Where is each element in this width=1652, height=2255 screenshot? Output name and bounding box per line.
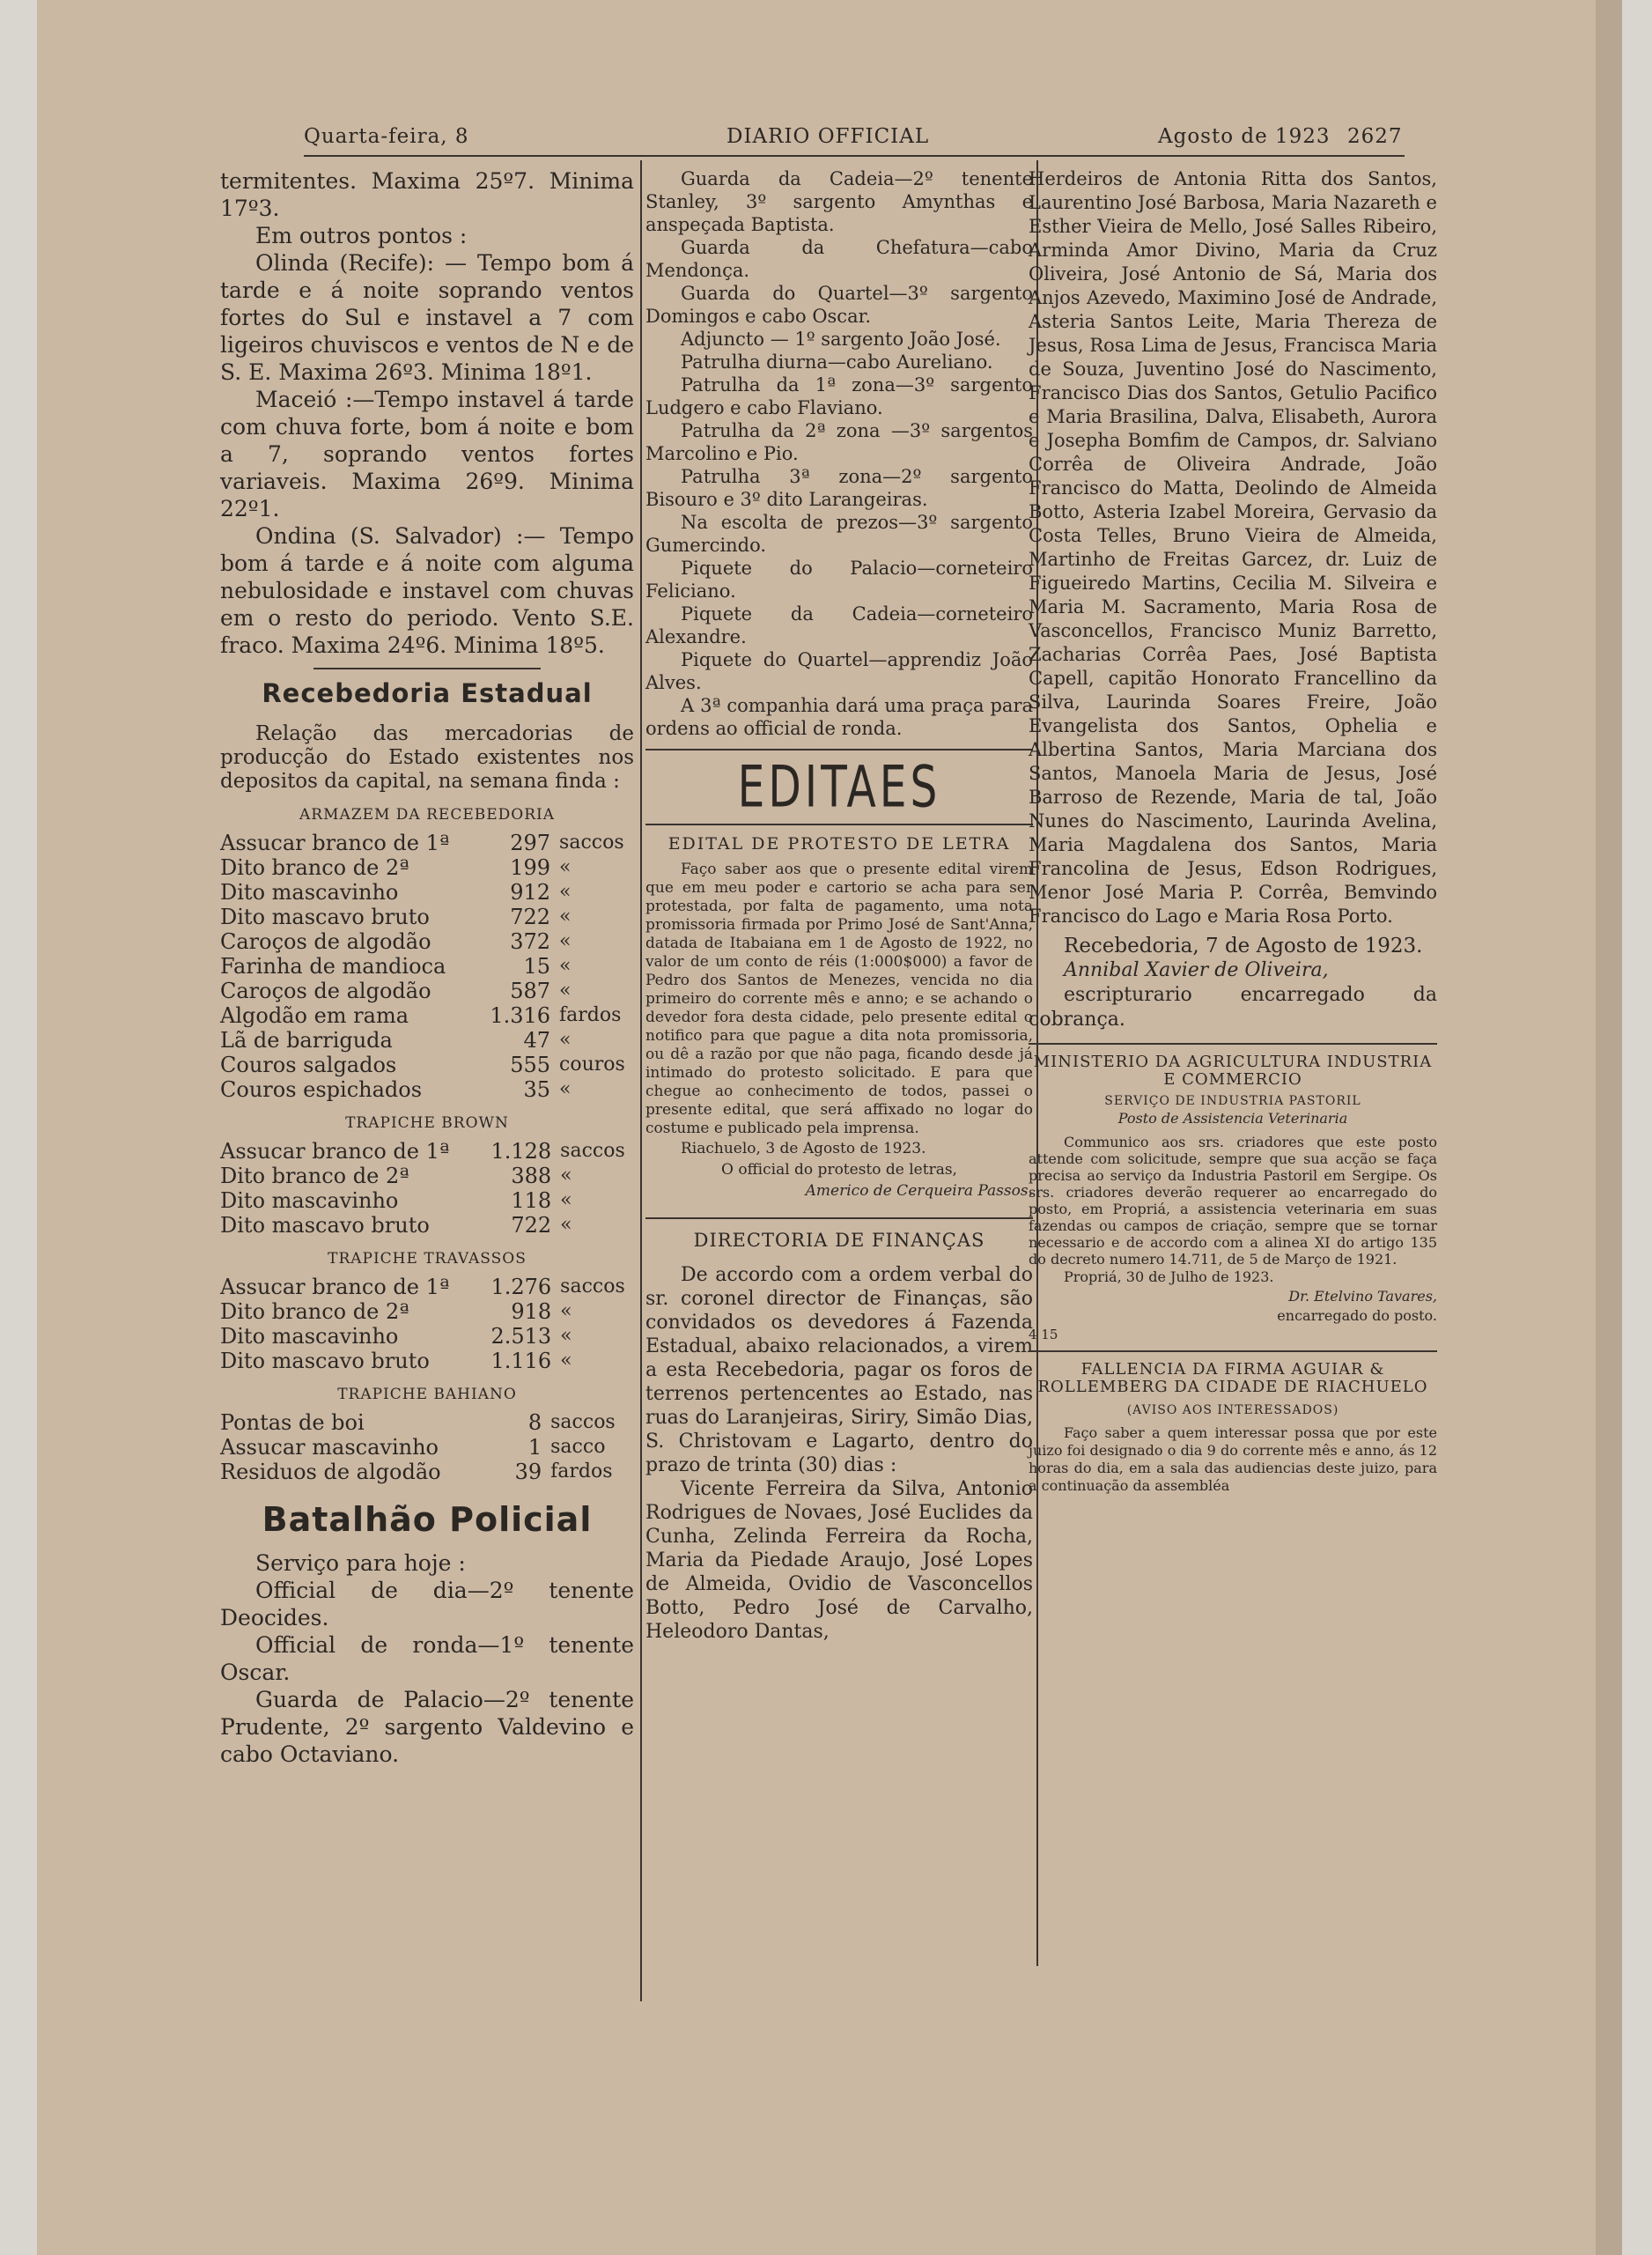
fallencia-title: FALLENCIA DA FIRMA AGUIAR & ROLLEMBERG DA CIDADE DE RIACHUELO xyxy=(1037,1360,1428,1396)
goods-qty: 118 xyxy=(511,1188,552,1213)
goods-row xyxy=(220,1053,634,1077)
brown-title: TRAPICHE BROWN xyxy=(345,1114,509,1132)
goods-name: Dito branco de 2ª xyxy=(220,1164,409,1188)
goods-row xyxy=(220,831,634,855)
weather-maceio: Maceió :—Tempo instavel á tarde com chuva forte, bom á noite e bom a 7, soprando ventos fortes variaveis. Maxima 26º9. Minima 22º1. xyxy=(220,387,634,521)
editaes-title: EDITAES xyxy=(737,753,941,821)
patrulha-1: Patrulha da 1ª zona—3º sargento Ludgero e cabo Flaviano. xyxy=(645,374,1033,418)
divider xyxy=(645,824,1033,825)
official-dia: Official de dia—2º tenente Deocides. xyxy=(220,1578,634,1630)
bahiano-table xyxy=(220,1410,634,1484)
goods-unit: saccos xyxy=(550,1411,616,1433)
goods-name: Assucar branco de 1ª xyxy=(220,1139,450,1164)
column-2 xyxy=(645,167,1033,1644)
recebedoria-date: Recebedoria, 7 de Agosto de 1923. xyxy=(1064,935,1423,957)
posto-title: Posto de Assistencia Veterinaria xyxy=(1117,1110,1348,1127)
patrulha-diurna: Patrulha diurna—cabo Aureliano. xyxy=(681,351,993,373)
goods-unit: « xyxy=(559,1029,572,1051)
debtor-names: Herdeiros de Antonia Ritta dos Santos, Laurentino José Barbosa, Maria Nazareth e Esther Vieira de Mello, José Salles Ribeiro, Arminda Amor Divino, Maria da Cruz Oliveira, José Antonio de Sá, Maria dos Anjos Azevedo, Maximino José de Andrade, Asteria Santos Leite, Maria Thereza de Jesus, Rosa Lima de Jesus, Francisca Maria de Souza, Juventino José do Nascimento, Francisco Dias dos Santos, Getulio Pacifico e Maria Brasilina, Dalva, Elisabeth, Aurora e Josepha Bomfim de Campos, dr. Salviano Corrêa de Oliveira Andrade, João Francisco do Matta, Deolindo de Almeida Botto, Asteria Izabel Moreira, Gervasio da Costa Telles, Bruno Vieira de Almeida, Martinho de Freitas Garcez, dr. Luiz de Figueiredo Martins, Cecilia M. Silveira e Maria M. Sacramento, Maria Rosa de Vasconcellos, Francisco Muniz Barretto, Zacharias Corrêa Paes, José Baptista Capell, capitão Honorato Francellino da Silva, Laurinda Soares Freire, João Evangelista dos Santos, Ophelia e Albertina Santos, Maria Marciana dos Santos, Manoela Maria de Jesus, José Barroso de Rezende, Maria de tal, João Nunes do Nascimento, Laurinda Avelina, Maria Magdalena dos Santos, Maria Francolina de Jesus, Edson Rodrigues, Menor José Maria P. Corrêa, Bemvindo Francisco do Lago e Maria Rosa Porto. xyxy=(1029,168,1437,927)
goods-qty: 722 xyxy=(510,905,551,929)
patrulha-3: Patrulha 3ª zona—2º sargento Bisouro e 3º dito Larangeiras. xyxy=(645,466,1033,510)
goods-name: Couros espichados xyxy=(220,1077,423,1102)
edital-signature: Americo de Cerqueira Passos. xyxy=(805,1182,1033,1200)
goods-name: Dito branco de 2ª xyxy=(220,855,409,880)
goods-row xyxy=(220,1349,634,1373)
edital-title: EDITAL DE PROTESTO DE LETRA xyxy=(667,834,1011,854)
page-edge-shadow xyxy=(1596,0,1622,2255)
goods-qty: 587 xyxy=(510,979,551,1003)
goods-unit: fardos xyxy=(559,1004,622,1026)
guarda-palacio: Guarda de Palacio—2º tenente Prudente, 2º sargento Valdevino e cabo Octaviano. xyxy=(220,1687,634,1767)
goods-row xyxy=(220,929,634,954)
piquete-palacio: Piquete do Palacio—corneteiro Feliciano. xyxy=(645,558,1033,602)
column-divider-1 xyxy=(640,160,642,2001)
goods-qty: 918 xyxy=(511,1299,552,1324)
goods-name: Assucar branco de 1ª xyxy=(220,1275,450,1299)
ministerio-role: encarregado do posto. xyxy=(1277,1307,1437,1324)
page-header xyxy=(304,122,1405,157)
divider xyxy=(645,1217,1033,1219)
goods-name: Assucar mascavinho xyxy=(220,1435,439,1460)
column-3 xyxy=(1029,167,1437,1495)
goods-name: Dito mascavinho xyxy=(220,1188,399,1213)
goods-row xyxy=(220,1275,634,1299)
goods-qty: 1.128 xyxy=(490,1139,552,1164)
goods-qty: 388 xyxy=(511,1164,552,1188)
goods-name: Dito mascavinho xyxy=(220,880,399,905)
goods-qty: 372 xyxy=(510,929,551,954)
goods-row xyxy=(220,905,634,929)
goods-qty: 47 xyxy=(523,1028,551,1053)
goods-row xyxy=(220,954,634,979)
header-title: DIARIO OFFICIAL xyxy=(726,125,930,148)
guarda-chefatura: Guarda da Chefatura—cabo Mendonça. xyxy=(645,237,1033,281)
goods-unit: « xyxy=(559,1078,572,1100)
goods-unit: « xyxy=(559,881,572,903)
piquete-quartel: Piquete do Quartel—apprendiz João Alves. xyxy=(645,649,1033,693)
goods-unit: « xyxy=(559,906,572,928)
other-points: Em outros pontos : xyxy=(255,223,468,248)
signature: Annibal Xavier de Oliveira, xyxy=(1064,959,1329,981)
divider xyxy=(1029,1350,1437,1352)
recebedoria-title: Recebedoria Estadual xyxy=(262,678,593,708)
goods-name: Dito mascavo bruto xyxy=(220,1213,430,1238)
goods-name: Dito mascavo bruto xyxy=(220,1349,430,1373)
edital-body: Faço saber aos que o presente edital virem que em meu poder e cartorio se acha para ser protestada, por falta de pagamento, uma nota promissoria firmada por Primo José de Sant'Anna, datada de Itabaiana em 1 de Agosto de 1922, no valor de um conto de réis (1:000$000) a favor de Pedro dos Santos de Menezes, vencida no dia primeiro do corrente mês e anno; e se achando o devedor fora desta cidade, pelo presente edital o notifico para que pague a dita nota promissoria, ou dê a razão por que não paga, ficando desde já intimado do protesto solicitado. E para que chegue ao conhecimento de todos, passei o presente edital, que será affixado no logar do costume e publicado pela imprensa. xyxy=(645,861,1033,1137)
batalhao-title: Batalhão Policial xyxy=(262,1500,593,1539)
edital-office: O official do protesto de letras, xyxy=(721,1161,957,1179)
goods-unit: « xyxy=(560,1214,572,1236)
goods-qty: 1.316 xyxy=(490,1003,551,1028)
goods-row xyxy=(220,1139,634,1164)
divider xyxy=(645,749,1033,750)
goods-row xyxy=(220,1435,634,1460)
goods-unit: « xyxy=(559,856,572,878)
weather-olinda: Olinda (Recife): — Tempo bom á tarde e á noite soprando ventos fortes do Sul e instavel a 7 com ligeiros chuviscos e ventos de N e de S. E. Maxima 26º3. Minima 18º1. xyxy=(220,250,634,385)
directoria-body: De accordo com a ordem verbal do sr. coronel director de Finanças, são convidados os devedores á Fazenda Estadual, abaixo relacionados, a virem a esta Recebedoria, pagar os foros de terrenos pertencentes ao Estado, nas ruas do Laranjeiras, Siriry, Simão Dias, S. Christovam e Lagarto, dentro do prazo de trinta (30) dias : xyxy=(645,1264,1033,1476)
goods-qty: 555 xyxy=(510,1053,551,1077)
guarda-cadeia: Guarda da Cadeia—2º tenente Stanley, 3º sargento Amynthas e anspeçada Baptista. xyxy=(645,168,1033,235)
header-date: Agosto de 1923 xyxy=(1158,125,1331,148)
goods-row xyxy=(220,1188,634,1213)
goods-unit: « xyxy=(559,930,572,952)
goods-row xyxy=(220,979,634,1003)
goods-qty: 35 xyxy=(523,1077,551,1102)
patrulha-2: Patrulha da 2ª zona —3º sargentos Marcolino e Pio. xyxy=(645,420,1033,464)
goods-row xyxy=(220,880,634,905)
directoria-title: DIRECTORIA DE FINANÇAS xyxy=(693,1230,985,1251)
goods-row xyxy=(220,1003,634,1028)
goods-qty: 1 xyxy=(527,1435,542,1460)
goods-name: Lã de barriguda xyxy=(220,1028,393,1053)
goods-row xyxy=(220,1410,634,1435)
goods-unit: « xyxy=(560,1164,572,1187)
goods-qty: 722 xyxy=(511,1213,552,1238)
goods-row xyxy=(220,1213,634,1238)
travassos-title: TRAPICHE TRAVASSOS xyxy=(328,1250,527,1268)
goods-name: Couros salgados xyxy=(220,1053,397,1077)
goods-qty: 15 xyxy=(523,954,551,979)
goods-unit: saccos xyxy=(560,1140,625,1162)
servico-hoje: Serviço para hoje : xyxy=(255,1550,466,1576)
goods-qty: 199 xyxy=(510,855,551,880)
goods-name: Farinha de mandioca xyxy=(220,954,446,979)
goods-row xyxy=(220,1460,634,1484)
goods-qty: 1.276 xyxy=(490,1275,552,1299)
guarda-quartel: Guarda do Quartel—3º sargento Domingos e cabo Oscar. xyxy=(645,283,1033,327)
goods-row xyxy=(220,855,634,880)
goods-unit: « xyxy=(559,955,572,977)
weather-ondina: Ondina (S. Salvador) :— Tempo bom á tarde e á noite com alguma nebulosidade e instavel com chuvas em o resto do periodo. Vento S.E. fraco. Maxima 24º6. Minima 18º5. xyxy=(220,523,634,658)
goods-unit: couros xyxy=(559,1054,625,1076)
ministerio-signature: Dr. Etelvino Tavares, xyxy=(1288,1288,1437,1305)
goods-unit: saccos xyxy=(560,1275,625,1298)
goods-unit: sacco xyxy=(550,1436,606,1458)
fallencia-sub: (AVISO AOS INTERESSADOS) xyxy=(1126,1403,1339,1417)
goods-unit: « xyxy=(559,980,572,1002)
divider xyxy=(1029,1043,1437,1045)
goods-unit: saccos xyxy=(559,832,624,854)
goods-name: Caroços de algodão xyxy=(220,929,431,954)
goods-row xyxy=(220,1077,634,1102)
goods-qty: 912 xyxy=(510,880,551,905)
goods-row xyxy=(220,1324,634,1349)
brown-table xyxy=(220,1139,634,1238)
goods-unit: « xyxy=(560,1300,572,1322)
goods-row xyxy=(220,1028,634,1053)
servico-title: SERVIÇO DE INDUSTRIA PASTORIL xyxy=(1104,1094,1361,1108)
goods-name: Residuos de algodão xyxy=(220,1460,441,1484)
goods-unit: « xyxy=(560,1325,572,1347)
recebedoria-intro: Relação das mercadorias de producção do Estado existentes nos depositos da capital, na semana finda : xyxy=(220,722,634,793)
goods-name: Dito branco de 2ª xyxy=(220,1299,409,1324)
goods-qty: 297 xyxy=(510,831,551,855)
goods-qty: 8 xyxy=(527,1410,542,1435)
goods-name: Pontas de boi xyxy=(220,1410,365,1435)
escolta: Na escolta de prezos—3º sargento Gumercindo. xyxy=(645,512,1033,556)
goods-name: Dito mascavo bruto xyxy=(220,905,430,929)
ministerio-date: Propriá, 30 de Julho de 1923. xyxy=(1064,1268,1274,1285)
goods-name: Dito mascavinho xyxy=(220,1324,399,1349)
armazem-title: ARMAZEM DA RECEBEDORIA xyxy=(299,806,555,824)
goods-name: Assucar branco de 1ª xyxy=(220,831,450,855)
goods-row xyxy=(220,1299,634,1324)
ministerio-code: 4 15 xyxy=(1029,1327,1058,1342)
goods-unit: fardos xyxy=(550,1460,613,1482)
goods-unit: « xyxy=(560,1349,572,1371)
goods-row xyxy=(220,1164,634,1188)
armazem-table xyxy=(220,831,634,1102)
edital-date: Riachuelo, 3 de Agosto de 1923. xyxy=(681,1140,926,1157)
header-day: Quarta-feira, 8 xyxy=(304,125,469,148)
ministerio-body: Communico aos srs. criadores que este posto attende com solicitude, sempre que sua acção se faça precisa ao serviço da Industria Pastoril em Sergipe. Os srs. criadores deverão requerer ao encarregado do posto, em Propriá, a assistencia veterinaria em suas fazendas ou campos de criação, sempre que se tornar necessario e de accordo com a alinea XI do artigo 135 do decreto numero 14.711, de 5 de Março de 1921. xyxy=(1029,1134,1437,1268)
goods-name: Algodão em rama xyxy=(220,1003,409,1028)
ministerio-title: MINISTERIO DA AGRICULTURA INDUSTRIA E COMMERCIO xyxy=(1033,1053,1433,1089)
header-page-number: 2627 xyxy=(1347,125,1403,148)
fallencia-body: Faço saber a quem interessar possa que por este juizo foi designado o dia 9 do corrente mês e anno, ás 12 horas do dia, em a sala das audiencias deste juizo, para a continuação da assembléa xyxy=(1029,1424,1437,1494)
goods-unit: « xyxy=(560,1189,572,1211)
column-1 xyxy=(220,167,634,1768)
goods-qty: 2.513 xyxy=(490,1324,552,1349)
divider xyxy=(313,668,542,669)
piquete-cadeia: Piquete da Cadeia—corneteiro Alexandre. xyxy=(645,603,1033,647)
weather-top: termitentes. Maxima 25º7. Minima 17º3. xyxy=(220,168,634,221)
official-ronda: Official de ronda—1º tenente Oscar. xyxy=(220,1632,634,1685)
signature-role: escripturario encarregado da cobrança. xyxy=(1029,984,1437,1031)
goods-qty: 39 xyxy=(514,1460,542,1484)
bahiano-title: TRAPICHE BAHIANO xyxy=(337,1386,517,1403)
adjuncto: Adjuncto — 1º sargento João José. xyxy=(681,329,1001,350)
goods-qty: 1.116 xyxy=(490,1349,552,1373)
companhia: A 3ª companhia dará uma praça para ordens ao official de ronda. xyxy=(645,695,1033,739)
travassos-table xyxy=(220,1275,634,1373)
goods-name: Caroços de algodão xyxy=(220,979,431,1003)
directoria-names: Vicente Ferreira da Silva, Antonio Rodrigues de Novaes, José Euclides da Cunha, Zelinda Ferreira da Rocha, Maria da Piedade Araujo, José Lopes de Almeida, Ovidio de Vasconcellos Botto, Pedro José de Carvalho, Heleodoro Dantas, xyxy=(645,1478,1033,1643)
